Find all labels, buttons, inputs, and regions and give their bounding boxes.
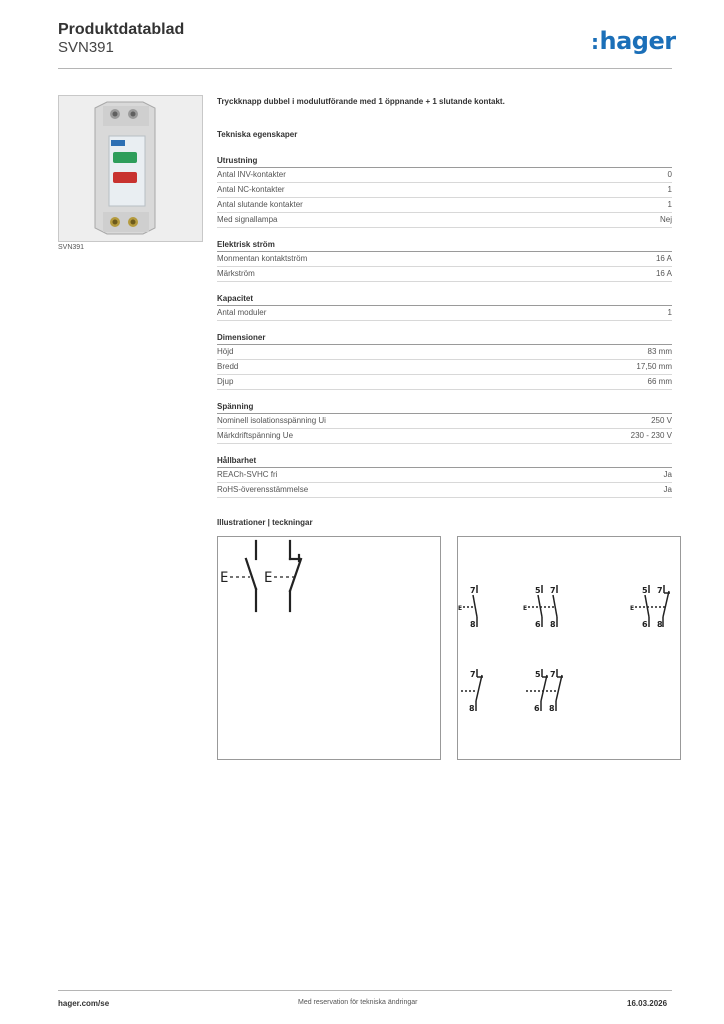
spec-value: 1 [667, 200, 672, 209]
logo-dots-icon: : [591, 30, 599, 54]
spec-section-title: Hållbarhet [217, 455, 672, 468]
spec-row [217, 213, 672, 228]
spec-row [217, 168, 672, 183]
footer-disclaimer: Med reservation för tekniska ändringar [298, 999, 418, 1006]
terminal-label: 8 [470, 620, 476, 629]
product-description: Tryckknapp dubbel i modulutförande med 1 öppnande + 1 slutande kontakt. [217, 97, 505, 106]
spec-label: Antal INV-kontakter [217, 170, 286, 179]
spec-section [217, 155, 672, 228]
terminal-label: E [630, 605, 635, 612]
terminal-label: E [458, 605, 463, 612]
pushbutton-symbol-icon [218, 537, 440, 759]
spec-section-title: Spänning [217, 401, 672, 414]
actuator-label: E [264, 570, 273, 586]
spec-row [217, 252, 672, 267]
terminal-label: 5 [642, 586, 648, 595]
terminal-label: 6 [535, 620, 541, 629]
spec-value: 230 - 230 V [630, 431, 672, 440]
spec-row [217, 267, 672, 282]
terminal-label: 8 [469, 704, 475, 713]
spec-label: Antal slutande kontakter [217, 200, 303, 209]
spec-row [217, 375, 672, 390]
spec-row [217, 468, 672, 483]
product-image [58, 95, 203, 242]
product-code: SVN391 [58, 39, 114, 56]
spec-section [217, 239, 672, 282]
illustrations-heading: Illustrationer | teckningar [217, 518, 313, 527]
spec-label: Höjd [217, 347, 234, 356]
product-image-caption: SVN391 [58, 244, 85, 251]
spec-value: 1 [667, 185, 672, 194]
spec-value: 66 mm [647, 377, 672, 386]
actuator-label: E [220, 570, 229, 586]
spec-value: Nej [659, 215, 672, 224]
terminal-label: 7 [550, 670, 556, 679]
spec-section-title: Dimensioner [217, 332, 672, 345]
spec-section-title: Elektrisk ström [217, 239, 672, 252]
spec-label: REACh-SVHC fri [217, 470, 278, 479]
header-divider [58, 68, 672, 69]
spec-value: 17,50 mm [636, 362, 672, 371]
spec-row [217, 198, 672, 213]
terminal-label: 6 [534, 704, 540, 713]
terminal-label: 7 [657, 586, 663, 595]
spec-value: 250 V [651, 416, 672, 425]
spec-section [217, 332, 672, 390]
spec-row [217, 360, 672, 375]
spec-section [217, 455, 672, 498]
footer-divider [58, 990, 672, 991]
terminal-label: 8 [550, 620, 556, 629]
spec-row [217, 183, 672, 198]
spec-label: Bredd [217, 362, 239, 371]
spec-row [217, 414, 672, 429]
spec-label: RoHS-överensstämmelse [217, 485, 309, 494]
spec-value: 16 A [655, 269, 672, 278]
logo-text: hager [599, 27, 676, 55]
push-button-device-icon [59, 96, 202, 241]
spec-value: Ja [663, 470, 672, 479]
spec-label: Nominell isolationsspänning Ui [217, 416, 326, 425]
terminal-label: 5 [535, 586, 541, 595]
footer-website: hager.com/se [58, 999, 110, 1008]
spec-label: Märkström [217, 269, 255, 278]
spec-section [217, 401, 672, 444]
illustration-schematic [217, 536, 441, 760]
illustration-wiring-variants [457, 536, 681, 760]
terminal-label: 8 [549, 704, 555, 713]
spec-label: Antal NC-kontakter [217, 185, 285, 194]
terminal-label: 8 [657, 620, 663, 629]
spec-row [217, 345, 672, 360]
spec-value: 0 [667, 170, 672, 179]
terminal-label: 7 [470, 670, 476, 679]
spec-value: Ja [663, 485, 672, 494]
terminal-label: 7 [470, 586, 476, 595]
spec-section-title: Kapacitet [217, 293, 672, 306]
terminal-label: 6 [642, 620, 648, 629]
spec-value: 83 mm [647, 347, 672, 356]
hager-logo [591, 27, 676, 55]
page-title: Produktdatablad [58, 21, 185, 38]
spec-row [217, 306, 672, 321]
spec-label: Med signallampa [217, 215, 278, 224]
terminal-label: 5 [535, 670, 541, 679]
spec-row [217, 483, 672, 498]
spec-value: 16 A [655, 254, 672, 263]
spec-section [217, 293, 672, 321]
spec-row [217, 429, 672, 444]
terminal-label: 7 [550, 586, 556, 595]
spec-table [217, 155, 672, 498]
spec-value: 1 [667, 308, 672, 317]
specs-heading: Tekniska egenskaper [217, 130, 298, 139]
spec-label: Djup [217, 377, 234, 386]
spec-section-title: Utrustning [217, 155, 672, 168]
terminal-label: E [523, 605, 528, 612]
footer-date: 16.03.2026 [627, 999, 668, 1008]
spec-label: Antal moduler [217, 308, 267, 317]
spec-label: Märkdriftspänning Ue [217, 431, 294, 440]
spec-label: Monmentan kontaktström [217, 254, 308, 263]
contact-variants-icon [458, 537, 680, 759]
